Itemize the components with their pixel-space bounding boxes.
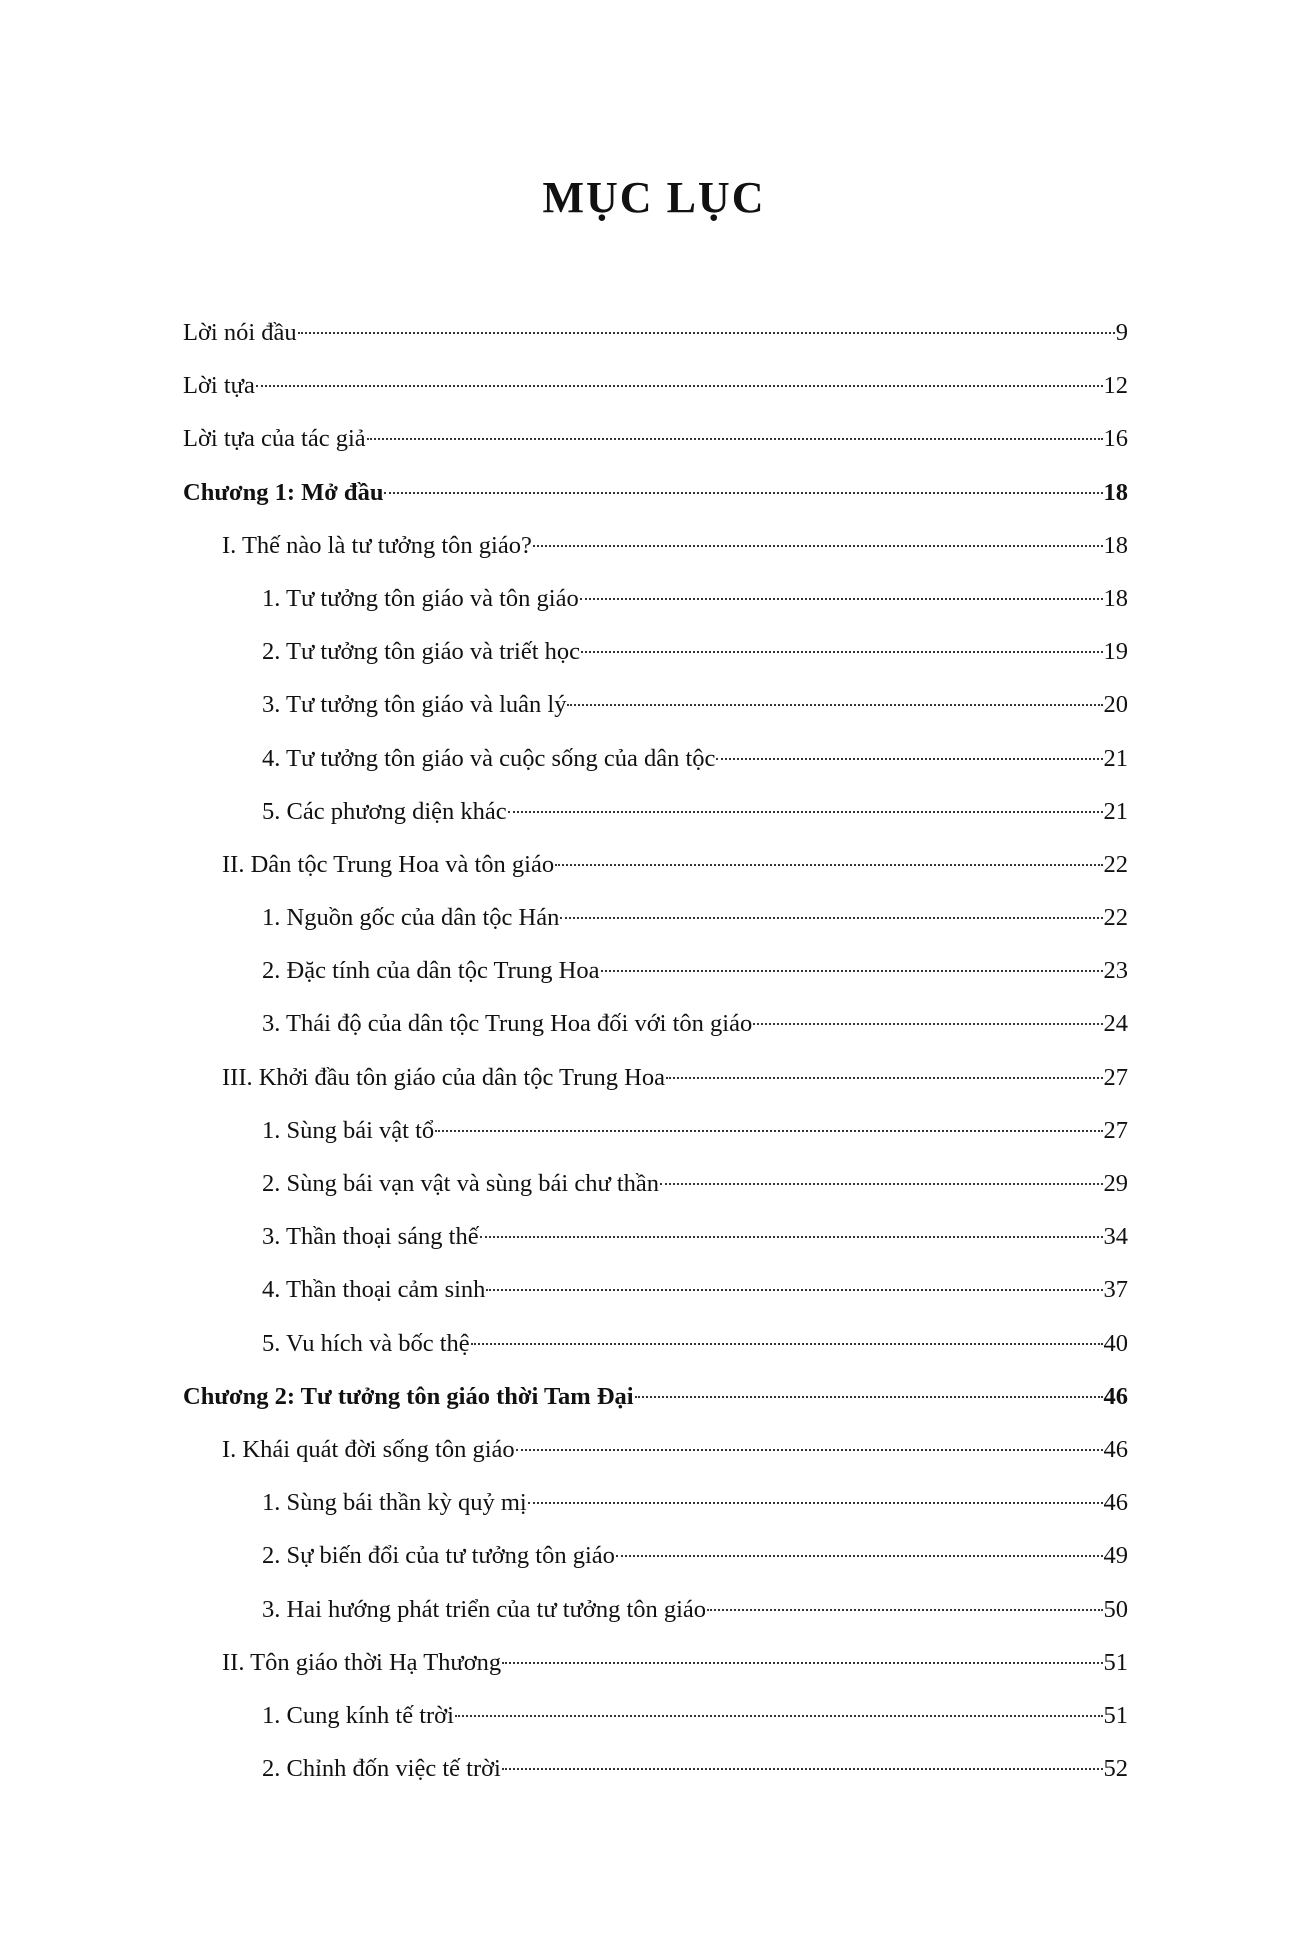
dot-leader [367, 438, 1103, 440]
toc-entry-page-number: 29 [1103, 1170, 1128, 1197]
toc-entry-label: 2. Sự biến đổi của tư tưởng tôn giáo [262, 1542, 615, 1570]
toc-section-entry[interactable] [0, 1636, 1308, 1689]
dot-leader [707, 1609, 1102, 1611]
toc-entry-page-number: 18 [1103, 478, 1128, 506]
toc-subsection-entry[interactable] [0, 891, 1308, 944]
toc-subsection-entry[interactable] [0, 1317, 1308, 1370]
toc-entry-label: 1. Sùng bái vật tổ [262, 1116, 435, 1144]
toc-entry-page-number: 52 [1103, 1755, 1128, 1783]
toc-entry-page-number: 24 [1103, 1010, 1128, 1038]
toc-entry-page-number: 22 [1103, 850, 1128, 878]
toc-entry-label: 2. Sùng bái vạn vật và sùng bái chư thần [262, 1170, 660, 1197]
dot-leader [480, 1236, 1103, 1238]
dot-leader [455, 1715, 1103, 1717]
dot-leader [616, 1555, 1103, 1557]
toc-entry-page-number: 46 [1103, 1489, 1128, 1517]
toc-subsection-entry[interactable] [0, 1157, 1308, 1210]
toc-subsection-entry[interactable] [0, 1476, 1308, 1529]
toc-entry-label: 3. Thái độ của dân tộc Trung Hoa đối với tôn giáo [262, 1010, 753, 1038]
toc-subsection-entry[interactable] [0, 1104, 1308, 1157]
toc-subsection-entry[interactable] [0, 944, 1308, 997]
dot-leader [528, 1502, 1103, 1504]
toc-subsection-entry[interactable] [0, 625, 1308, 678]
toc-entry-label: 4. Thần thoại cảm sinh [262, 1276, 486, 1304]
dot-leader [716, 758, 1102, 760]
toc-chapter-entry[interactable] [0, 1370, 1308, 1423]
toc-entry-page-number: 27 [1103, 1063, 1128, 1091]
toc-entry-label: 3. Tư tưởng tôn giáo và luân lý [262, 691, 567, 719]
toc-entry-page-number: 18 [1103, 531, 1128, 559]
toc-entry-label: I. Thế nào là tư tưởng tôn giáo? [222, 531, 532, 559]
page-title: MỤC LỤC [542, 173, 766, 222]
toc-entry-label: Lời tựa của tác giả [183, 425, 366, 453]
toc-subsection-entry[interactable] [0, 1742, 1308, 1795]
toc-entry-label: 5. Vu hích và bốc thệ [262, 1329, 470, 1357]
toc-entry-page-number: 51 [1103, 1648, 1128, 1676]
toc-entry-page-number: 20 [1103, 691, 1128, 719]
dot-leader [298, 332, 1115, 334]
dot-leader [567, 704, 1102, 706]
toc-subsection-entry[interactable] [0, 1263, 1308, 1316]
toc-entry-label: 3. Thần thoại sáng thế [262, 1223, 479, 1251]
dot-leader [502, 1662, 1102, 1664]
toc-entry-label: 5. Các phương diện khác [262, 797, 507, 825]
toc-entry-label: Lời nói đầu [183, 319, 297, 346]
dot-leader [471, 1343, 1103, 1345]
toc-entry-page-number: 34 [1103, 1223, 1128, 1251]
toc-section-entry[interactable] [0, 1051, 1308, 1104]
toc-section-entry[interactable] [0, 838, 1308, 891]
toc-entry-page-number: 21 [1103, 797, 1128, 825]
toc-entry-label: Chương 2: Tư tưởng tôn giáo thời Tam Đại [183, 1382, 634, 1410]
dot-leader [384, 492, 1102, 494]
toc-entry[interactable] [0, 359, 1308, 412]
toc-entry-label: 1. Nguồn gốc của dân tộc Hán [262, 904, 560, 932]
toc-entry-label: Lời tựa [183, 372, 255, 400]
toc-subsection-entry[interactable] [0, 1689, 1308, 1742]
dot-leader [635, 1396, 1103, 1398]
toc-entry-page-number: 46 [1103, 1382, 1128, 1410]
toc-subsection-entry[interactable] [0, 1529, 1308, 1582]
toc-entry-label: 1. Cung kính tế trời [262, 1701, 454, 1729]
dot-leader [508, 811, 1103, 813]
toc-entry-page-number: 12 [1103, 372, 1128, 400]
toc-entry-label: 1. Sùng bái thần kỳ quỷ mị [262, 1489, 527, 1517]
toc-entry-page-number: 18 [1103, 584, 1128, 612]
dot-leader [580, 598, 1103, 600]
toc-subsection-entry[interactable] [0, 1210, 1308, 1263]
toc-entry-page-number: 16 [1103, 425, 1128, 453]
toc-entry-page-number: 27 [1103, 1116, 1128, 1144]
dot-leader [660, 1183, 1102, 1185]
dot-leader [601, 970, 1103, 972]
toc-entry-page-number: 19 [1103, 638, 1128, 666]
toc-subsection-entry[interactable] [0, 785, 1308, 838]
dot-leader [486, 1289, 1102, 1291]
toc-subsection-entry[interactable] [0, 997, 1308, 1050]
dot-leader [256, 385, 1103, 387]
dot-leader [533, 545, 1103, 547]
toc-entry-page-number: 46 [1103, 1435, 1128, 1463]
toc-entry-label: 2. Đặc tính của dân tộc Trung Hoa [262, 957, 600, 985]
toc-entry-page-number: 21 [1103, 744, 1128, 772]
toc-entry-page-number: 22 [1103, 904, 1128, 932]
toc-entry-page-number: 40 [1103, 1329, 1128, 1357]
dot-leader [753, 1023, 1102, 1025]
toc-entry-label: Chương 1: Mở đầu [183, 478, 384, 506]
toc-section-entry[interactable] [0, 519, 1308, 572]
toc-entry-label: III. Khởi đầu tôn giáo của dân tộc Trung Hoa [222, 1063, 665, 1091]
toc-entry-label: 2. Tư tưởng tôn giáo và triết học [262, 638, 581, 666]
dot-leader [516, 1449, 1103, 1451]
toc-entry-page-number: 50 [1103, 1595, 1128, 1623]
toc-entry[interactable] [0, 412, 1308, 465]
table-of-contents [0, 306, 1308, 1795]
toc-entry-label: II. Tôn giáo thời Hạ Thương [222, 1648, 502, 1676]
toc-subsection-entry[interactable] [0, 678, 1308, 731]
dot-leader [502, 1768, 1103, 1770]
toc-entry-label: I. Khái quát đời sống tôn giáo [222, 1435, 515, 1463]
toc-entry-label: 4. Tư tưởng tôn giáo và cuộc sống của dân tộc [262, 744, 716, 772]
toc-chapter-entry[interactable] [0, 466, 1308, 519]
toc-entry-page-number: 51 [1103, 1701, 1128, 1729]
toc-subsection-entry[interactable] [0, 1583, 1308, 1636]
toc-entry-label: 1. Tư tưởng tôn giáo và tôn giáo [262, 584, 579, 612]
dot-leader [581, 651, 1102, 653]
toc-entry-label: 3. Hai hướng phát triển của tư tưởng tôn giáo [262, 1595, 707, 1623]
toc-entry-page-number: 37 [1103, 1276, 1128, 1304]
toc-entry-label: II. Dân tộc Trung Hoa và tôn giáo [222, 850, 555, 878]
toc-entry[interactable] [0, 306, 1308, 359]
toc-section-entry[interactable] [0, 1423, 1308, 1476]
dot-leader [666, 1077, 1103, 1079]
toc-entry-label: 2. Chỉnh đốn việc tế trời [262, 1755, 501, 1783]
toc-subsection-entry[interactable] [0, 572, 1308, 625]
toc-entry-page-number: 49 [1103, 1542, 1128, 1570]
dot-leader [435, 1130, 1102, 1132]
toc-subsection-entry[interactable] [0, 732, 1308, 785]
toc-entry-page-number: 9 [1115, 319, 1128, 346]
dot-leader [555, 864, 1102, 866]
toc-entry-page-number: 23 [1103, 957, 1128, 985]
dot-leader [560, 917, 1102, 919]
